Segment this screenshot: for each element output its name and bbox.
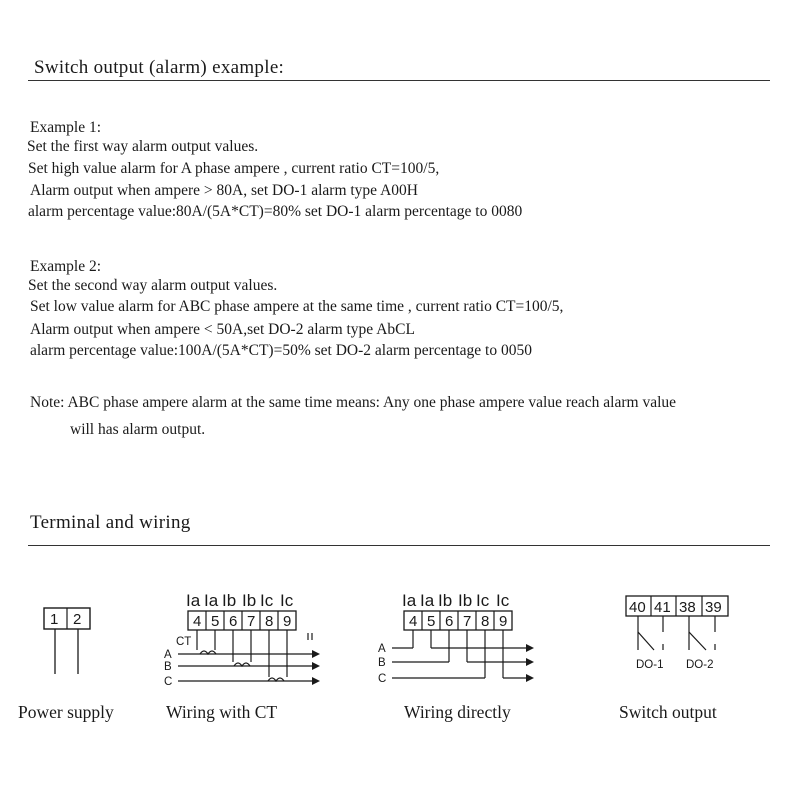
ct-wiring-caption: Wiring with CT [166,702,278,722]
example2-line: Set low value alarm for ABC phase ampere at the same time , current ratio CT=100/5, [30,298,564,315]
note-line: will has alarm output. [70,421,206,438]
direct-terminal-number: 7 [463,613,472,630]
ct-terminal-number: 4 [193,613,202,630]
ct-wiring-diagram [160,588,320,688]
direct-terminal-label: Ic [496,591,510,610]
direct-terminal-label: Ia [402,591,417,610]
example1-line: Set high value alarm for A phase ampere , current ratio CT=100/5, [28,160,440,177]
ct-terminal-label: Ib [222,591,237,610]
example1-title: Example 1: [30,119,102,136]
direct-wiring-caption: Wiring directly [404,702,511,722]
switch-output-caption: Switch output [619,702,717,722]
switch-terminal-number: 40 [629,599,646,616]
phase-label: B [164,661,172,673]
switch-terminal-number: 39 [705,599,722,616]
ct-terminal-number: 7 [247,613,256,630]
switch-terminal-number: 41 [654,599,671,616]
section-title-alarm-example: Switch output (alarm) example: [34,57,285,78]
note-line: Note: ABC phase ampere alarm at the same time means: Any one phase ampere value reach alarm value [30,394,677,411]
phase-label: B [378,657,386,669]
example1-line: Alarm output when ampere > 80A, set DO-1 alarm type A00H [30,182,418,199]
direct-terminal-number: 8 [481,613,490,630]
power-supply-caption: Power supply [18,702,114,722]
ct-terminal-number: 6 [229,613,238,630]
ct-terminal-number: 9 [283,613,292,630]
phase-label: A [378,643,386,655]
direct-terminal-label: Ib [458,591,473,610]
ct-terminal-label: Ic [260,591,274,610]
direct-wiring-diagram [376,588,536,688]
direct-terminal-number: 5 [427,613,436,630]
power-terminal-label: 1 [50,611,59,628]
phase-label: A [164,649,172,661]
ct-label: CT [176,636,192,648]
example2-line: Alarm output when ampere < 50A,set DO-2 alarm type AbCL [30,321,415,338]
ct-terminal-label: Ia [204,591,219,610]
example2-line: Set the second way alarm output values. [28,277,278,294]
example2-line: alarm percentage value:100A/(5A*CT)=50% set DO-2 alarm percentage to 0050 [30,342,532,359]
direct-terminal-number: 9 [499,613,508,630]
switch-output-diagram [622,592,732,672]
ct-terminal-label: Ia [186,591,201,610]
do-output-label: DO-1 [636,659,664,671]
ct-terminal-label: Ib [242,591,257,610]
example2-title: Example 2: [30,258,102,275]
phase-label: C [378,673,387,685]
direct-terminal-label: Ib [438,591,453,610]
direct-terminal-label: Ia [420,591,435,610]
direct-terminal-number: 4 [409,613,418,630]
ct-terminal-label: Ic [280,591,294,610]
ct-terminal-number: 5 [211,613,220,630]
power-supply-diagram [40,606,100,676]
switch-terminal-number: 38 [679,599,696,616]
section-divider [28,545,770,546]
do-output-label: DO-2 [686,659,714,671]
ct-terminal-number: 8 [265,613,274,630]
direct-terminal-label: Ic [476,591,490,610]
phase-label: C [164,676,173,688]
section-title-terminal-wiring: Terminal and wiring [30,512,191,533]
example1-line: alarm percentage value:80A/(5A*CT)=80% set DO-1 alarm percentage to 0080 [28,203,523,220]
direct-terminal-number: 6 [445,613,454,630]
example1-line: Set the first way alarm output values. [27,138,259,155]
section-divider [28,80,770,81]
power-terminal-label: 2 [73,611,82,628]
